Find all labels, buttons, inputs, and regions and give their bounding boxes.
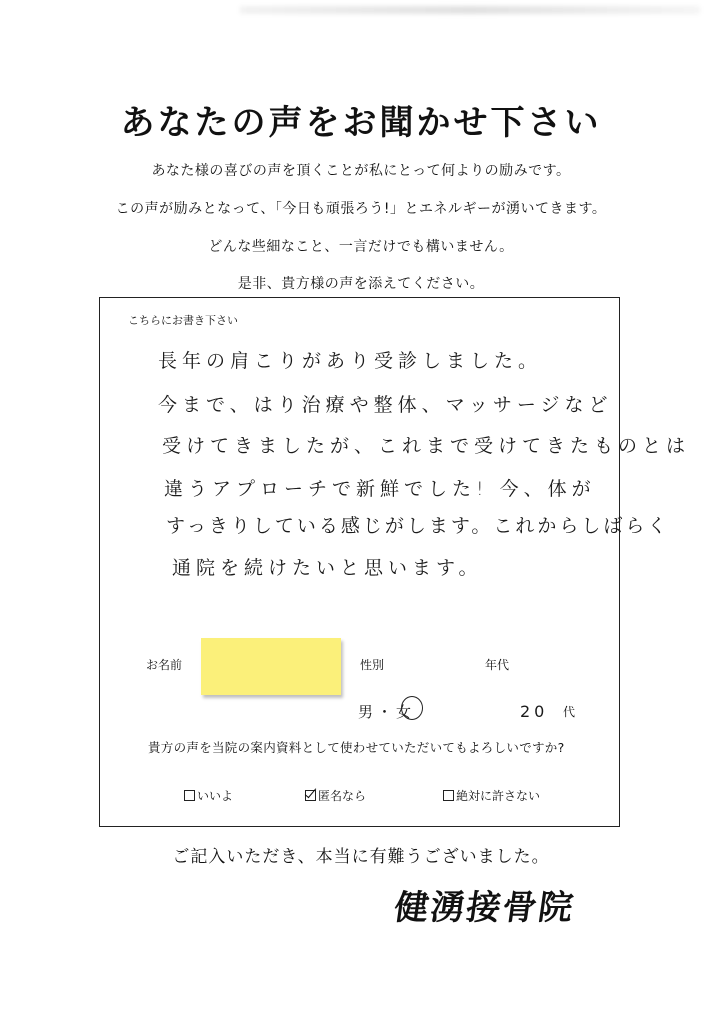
box-label: こちらにお書き下さい (128, 314, 238, 327)
intro-line-4: 是非、貴方様の声を添えてください。 (237, 276, 485, 292)
page-title: あなたの声をお聞かせ下さい (120, 103, 602, 143)
intro-line-2: この声が励みとなって、「今日も頑張ろう!」とエネルギーが湧いてきます。 (115, 201, 607, 217)
gender-label: 性別 (360, 658, 385, 672)
option-ok[interactable] (184, 787, 233, 804)
option-anonymous[interactable] (305, 787, 366, 804)
consent-question: 貴方の声を当院の案内資料として使わせていただいてもよろしいですか? (148, 740, 565, 755)
handwritten-line-6: 通院を続けたいと思います。 (172, 557, 483, 579)
handwritten-line-2: 今まで、はり治療や整体、マッサージなど (158, 394, 613, 416)
redaction-sticky-note (201, 638, 341, 695)
checkbox-never[interactable] (443, 790, 454, 801)
name-label: お名前 (146, 658, 183, 672)
age-suffix: 代 (563, 705, 576, 719)
intro-line-3: どんな些細なこと、一言だけでも構いません。 (208, 239, 514, 255)
age-value: 20 (520, 702, 549, 721)
handwritten-line-3: 受けてきましたが、これまで受けてきたものとは (162, 435, 691, 457)
gender-value: 男・女 (358, 703, 416, 721)
clinic-logo: 健湧接骨院 (391, 888, 578, 928)
gender-circle-mark (401, 696, 423, 720)
checkbox-anonymous[interactable] (305, 790, 316, 801)
checkbox-ok[interactable] (184, 790, 195, 801)
option-anonymous-label: 匿名なら (318, 789, 367, 803)
intro-line-1: あなた様の喜びの声を頂くことが私にとって何よりの励みです。 (151, 163, 571, 179)
handwritten-line-1: 長年の肩こりがあり受診しました。 (158, 350, 543, 372)
option-never[interactable] (443, 787, 540, 804)
scan-shadow (240, 6, 700, 14)
option-never-label: 絶対に許さない (456, 789, 541, 803)
thanks-message: ご記入いただき、本当に有難うございました。 (172, 847, 550, 867)
option-ok-label: いいよ (197, 789, 234, 803)
handwritten-line-4: 違うアプローチで新鮮でした! 今、体が (164, 478, 596, 500)
handwritten-line-5: すっきりしている感じがします。これからしばらく (166, 515, 670, 537)
comment-form-box (99, 297, 691, 827)
age-label: 年代 (485, 658, 510, 672)
